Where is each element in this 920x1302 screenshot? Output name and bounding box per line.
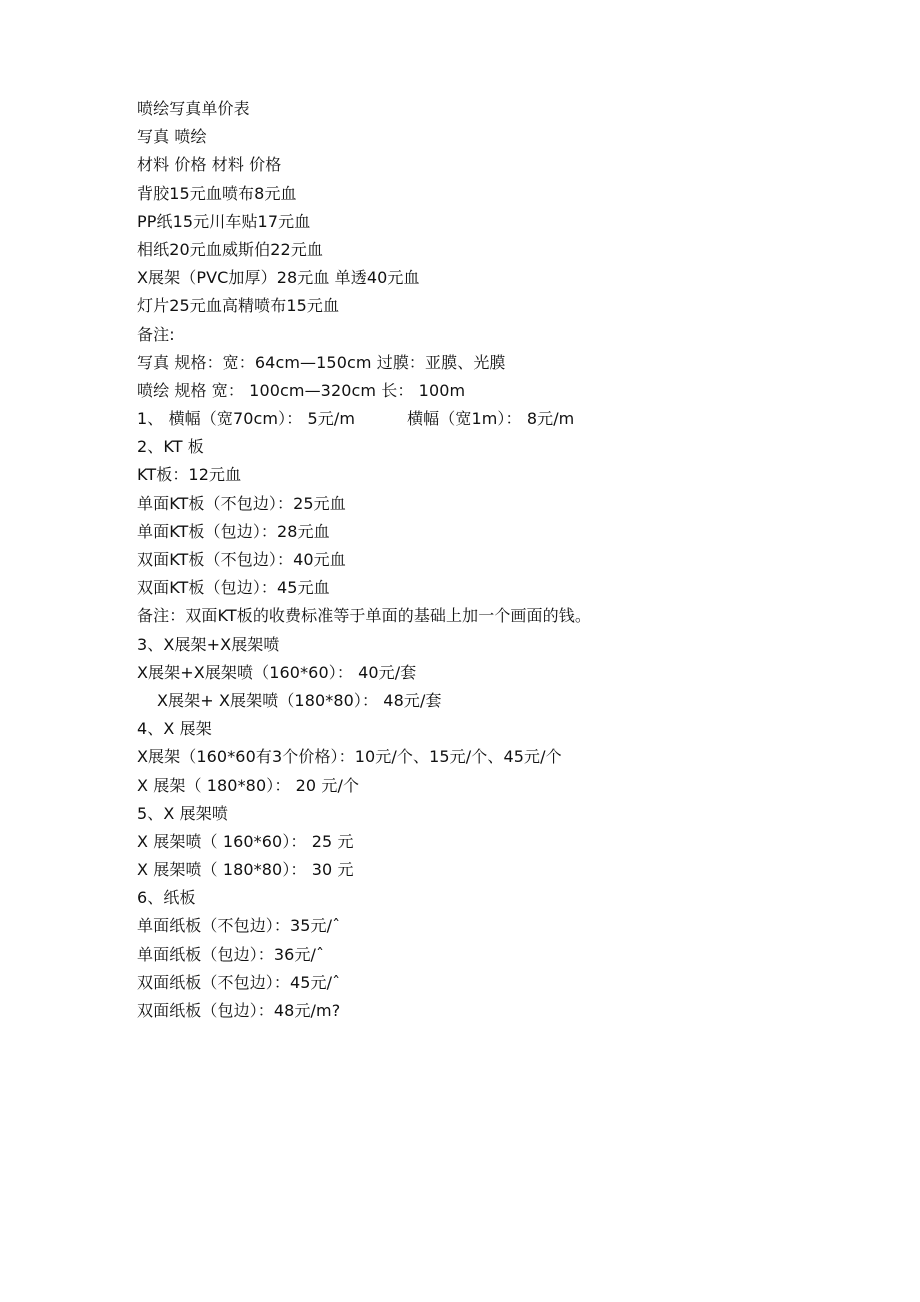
kt-item: KT板：12元血 (137, 465, 242, 485)
banner-price-70cm: 1、 横幅（宽70cm）： 5元/m (137, 409, 356, 429)
x-frame-heading: 4、X 展架 (137, 719, 212, 739)
column-header: 材料 价格 材料 价格 (137, 155, 282, 175)
kt-heading: 2、KT 板 (137, 437, 204, 457)
kt-remark: 备注：双面KT板的收费标准等于单面的基础上加一个画面的钱。 (137, 606, 591, 626)
price-row: PP纸15元川车贴17元血 (137, 211, 311, 231)
x-frame-item: X 展架（ 180*80）： 20 元/个 (137, 775, 360, 795)
price-row: 灯片25元血高精喷布15元血 (137, 296, 340, 316)
price-row: 相纸20元血威斯伯22元血 (137, 239, 324, 259)
banner-price-1m: 横幅（宽1m）： 8元/m (407, 409, 575, 429)
price-list (137, 95, 837, 1025)
remark-label: 备注: (137, 324, 175, 344)
document-title: 喷绘写真单价表 (137, 99, 250, 118)
kt-item: 单面KT板（包边）：28元血 (137, 521, 330, 541)
board-item: 双面纸板（包边）：48元/m? (137, 1001, 341, 1020)
board-item: 单面纸板（不包边）：35元/ˆ (137, 916, 341, 936)
x-print-item: X 展架喷（ 180*80）： 30 元 (137, 860, 354, 880)
price-row: 背胶15元血喷布8元血 (137, 183, 297, 203)
kt-item: 双面KT板（包边）：45元血 (137, 578, 330, 598)
board-item: 单面纸板（包边）：36元/ˆ (137, 944, 325, 964)
category-header: 写真 喷绘 (137, 127, 207, 147)
price-row: X展架（PVC加厚）28元血 单透40元血 (137, 268, 420, 288)
x-combo-item: X展架+X展架喷（160*60）： 40元/套 (137, 662, 417, 682)
kt-item: 单面KT板（不包边）：25元血 (137, 493, 346, 513)
kt-item: 双面KT板（不包边）：40元血 (137, 550, 346, 569)
x-combo-heading: 3、X展架+X展架喷 (137, 634, 280, 654)
x-combo-item: X展架+ X展架喷（180*80）： 48元/套 (157, 690, 442, 710)
xiezhen-spec: 写真 规格：宽：64cm—150cm 过膜：亚膜、光膜 (137, 352, 506, 372)
penhui-spec: 喷绘 规格 宽： 100cm—320cm 长： 100m (137, 380, 466, 400)
board-item: 双面纸板（不包边）：45元/ˆ (137, 972, 341, 992)
x-frame-item: X展架（160*60有3个价格）：10元/个、15元/个、45元/个 (137, 747, 562, 767)
board-heading: 6、纸板 (137, 888, 196, 908)
x-print-item: X 展架喷（ 160*60）： 25 元 (137, 831, 354, 851)
x-print-heading: 5、X 展架喷 (137, 803, 228, 823)
banner-prices (137, 405, 837, 433)
